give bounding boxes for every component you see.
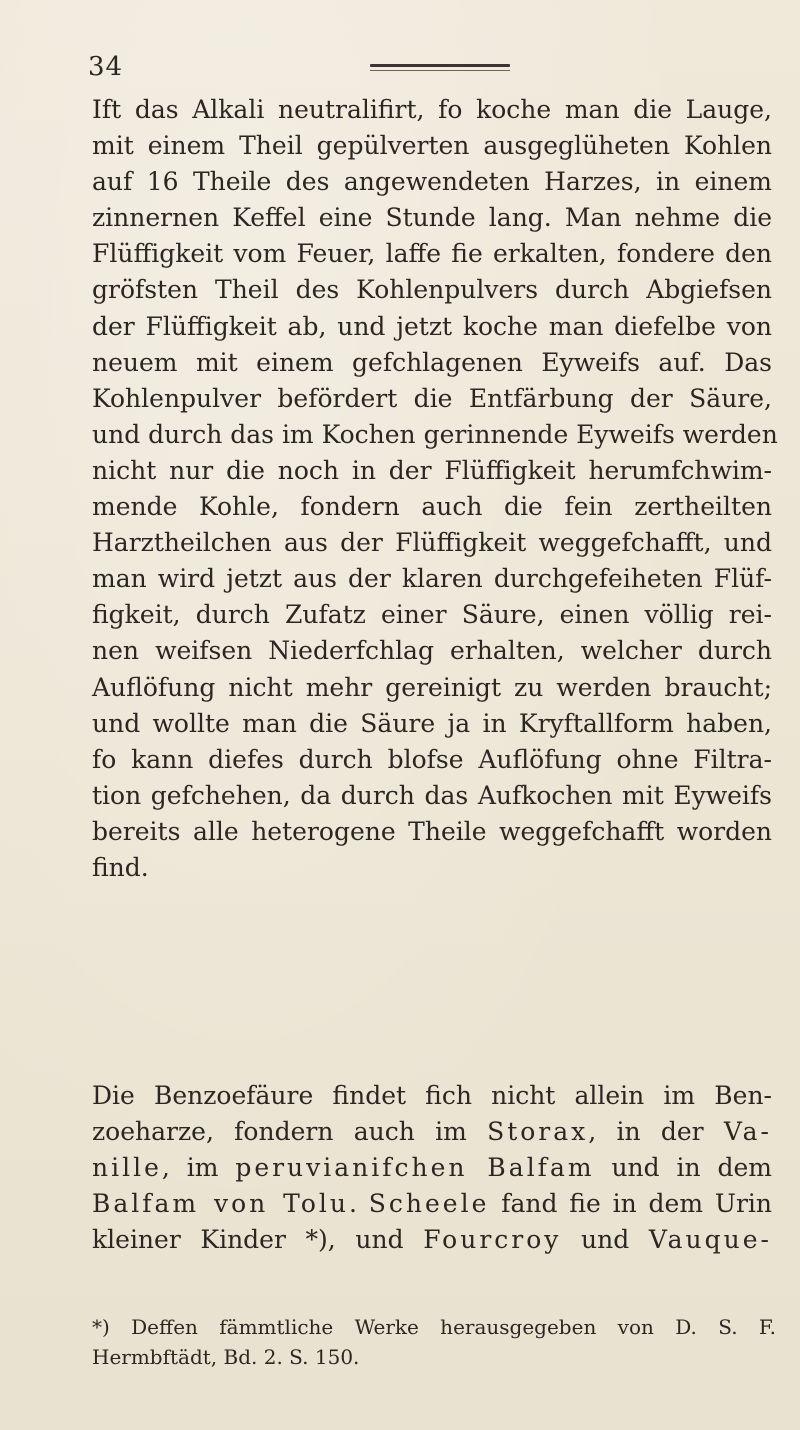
paragraph-2	[92, 1078, 772, 1258]
text-line: zinnernen Keffel eine Stunde lang. Man nehme die	[92, 203, 772, 233]
spaced-term: Storax	[487, 1117, 589, 1147]
text-line: mit einem Theil gepülverten ausgeglüheten Kohlen	[92, 131, 772, 161]
text-line: fo kann diefes durch blofse Auflöfung ohne Filtra-	[92, 744, 772, 774]
text-line: figkeit, durch Zufatz einer Säure, einen völlig rei-	[92, 600, 772, 630]
text-line: und durch das im Kochen gerinnende Eyweifs werden	[92, 419, 778, 449]
footnote-line: Hermbftädt, Bd. 2. S. 150.	[92, 1345, 360, 1369]
footnote	[92, 1312, 776, 1372]
text-line: nen weifsen Niederfchlag erhalten, welcher durch	[92, 636, 772, 666]
spaced-term: nille	[92, 1153, 162, 1183]
text-line: Ift das Alkali neutralifirt, fo koche man die Lauge,	[92, 95, 772, 124]
spaced-term: peruvianifchen Balfam	[235, 1153, 595, 1183]
header-rule-thin	[370, 70, 510, 71]
page-number: 34	[88, 52, 124, 82]
text-line: Kohlenpulver befördert die Entfärbung der Säure,	[92, 383, 772, 413]
text-line	[92, 1150, 772, 1186]
text-line: find.	[92, 852, 149, 882]
text-line: man wird jetzt aus der klaren durchgefeiheten Flüf-	[92, 564, 772, 594]
text-run: und	[561, 1225, 649, 1255]
spaced-term: Fourcroy	[423, 1225, 562, 1255]
text-run: , im	[161, 1153, 236, 1183]
text-line: Harztheilchen aus der Flüffigkeit weggefchafft, und	[92, 528, 772, 558]
spaced-term: Va-	[723, 1117, 772, 1147]
footnote-line: *) Deffen fämmtliche Werke herausgegeben von D. S. F.	[92, 1315, 776, 1339]
text-run: kleiner Kinder *), und	[92, 1225, 424, 1255]
text-line: neuem mit einem gefchlagenen Eyweifs auf. Das	[92, 347, 772, 377]
paragraph-1	[92, 92, 778, 886]
text-line: Auflöfung nicht mehr gereinigt zu werden braucht;	[92, 672, 772, 702]
text-line: Flüffigkeit vom Feuer, laffe fie erkalten, fondere den	[92, 239, 772, 269]
text-line	[92, 1186, 772, 1222]
page-header	[88, 52, 528, 92]
text-line: und wollte man die Säure ja in Kryftallform haben,	[92, 708, 772, 738]
text-line: bereits alle heterogene Theile weggefchafft worden	[92, 816, 772, 846]
text-line	[92, 1114, 772, 1150]
text-run: .	[348, 1189, 369, 1219]
text-line: der Flüffigkeit ab, und jetzt koche man diefelbe von	[92, 311, 772, 341]
text-line: mende Kohle, fondern auch die fein zertheilten	[92, 492, 772, 522]
spaced-term: Scheele	[368, 1189, 490, 1219]
text-line: auf 16 Theile des angewendeten Harzes, in einem	[92, 167, 772, 197]
text-line: nicht nur die noch in der Flüffigkeit herumfchwim-	[92, 455, 772, 485]
text-run: und in dem	[594, 1153, 773, 1183]
spaced-term: Balfam von Tolu	[92, 1189, 349, 1219]
spaced-term: Vauque-	[648, 1225, 772, 1255]
text-line: tion gefchehen, da durch das Aufkochen mit Eyweifs	[92, 780, 772, 810]
text-line: Die Benzoefäure findet fich nicht allein im Ben-	[92, 1081, 772, 1110]
text-run: , in der	[588, 1117, 724, 1147]
text-line	[92, 1222, 772, 1258]
text-run: fand fie in dem Urin	[489, 1189, 773, 1219]
text-line: gröfsten Theil des Kohlenpulvers durch Abgiefsen	[92, 275, 772, 305]
text-run: zoeharze, fondern auch im	[92, 1117, 488, 1147]
header-rule	[370, 64, 510, 67]
